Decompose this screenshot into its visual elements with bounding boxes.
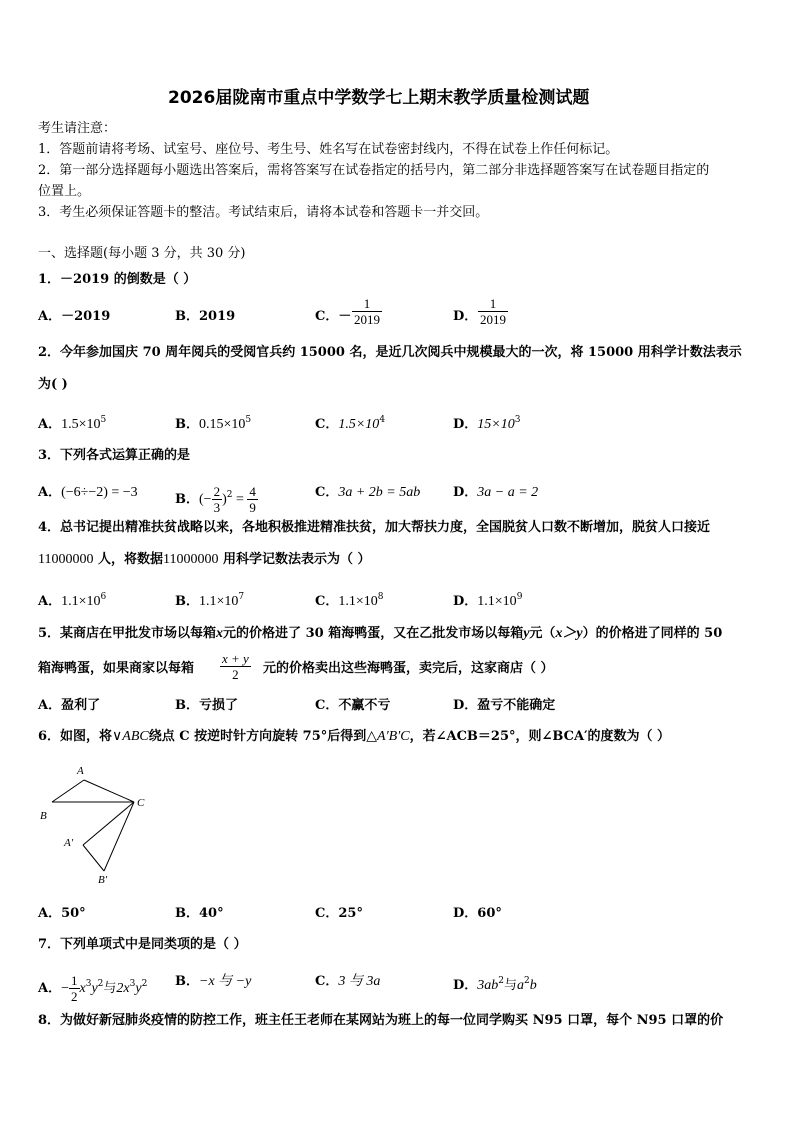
q2-stem-line2: 为( ) (38, 377, 68, 392)
q7-option-c: C．3 与 3a (315, 974, 381, 989)
rotation-figure (30, 755, 160, 890)
fraction-numerator: 1 (363, 296, 371, 311)
fraction-denominator: 2019 (480, 312, 506, 327)
q5-option-b: B．亏损了 (175, 698, 238, 713)
q7-stem: 7．下列单项式中是同类项的是（ ） (38, 937, 247, 952)
q2-option-c: C．$1.5\times 10^4$ (315, 415, 386, 432)
q4-stem-line1: 4．总书记提出精准扶贫战略以来，各地积极推进精准扶贫，加大帮扶力度，全国脱贫人口数不断增加，脱贫人口接近 (38, 520, 711, 535)
q1-option-c-label: C．－ (315, 309, 352, 324)
q3-stem: 3．下列各式运算正确的是 (38, 448, 191, 463)
q6-option-b: B．40° (175, 906, 224, 921)
q6-option-a: A．50° (38, 906, 86, 921)
q5-stem-line1: 5．某商店在甲批发市场以每箱x元的价格进了 30 箱海鸭蛋，又在乙批发市场以每箱y元（x＞y）的价格进了同样的 50 (38, 626, 723, 641)
q3-b-result-fraction: $\frac{4}{9}$ (249, 484, 256, 515)
q7-a-fraction: $\frac{1}{2}$ (71, 973, 78, 1004)
q5-price-fraction: $\frac{x + y}{2}$ (222, 651, 249, 682)
q4-option-d: D．$1.1\times 10^9$ (453, 592, 523, 609)
q1-stem: 1．－2019 的倒数是（ ） (38, 272, 197, 287)
fraction-denominator: 2019 (354, 312, 380, 327)
q5-stem-line2: 箱海鸭蛋，如果商家以每箱 (38, 661, 195, 676)
q3-option-c: C．3a + 2b = 5ab (315, 485, 421, 500)
q1-option-d-label: D． (453, 309, 478, 324)
q7-option-a: A．− $\frac{1}{2}$ $x^3y^2$与$2x^3y^2$ (38, 973, 148, 1004)
notice-item-2-cont: 位置上。 (38, 184, 91, 199)
q7-option-d: D．$3ab^2$与$a^2b$ (453, 976, 537, 993)
q4-option-a: A．$1.1\times 10^6$ (38, 592, 107, 609)
page-title: 2026届陇南市重点中学数学七上期末教学质量检测试题 (168, 88, 590, 108)
fraction-numerator: 1 (489, 296, 497, 311)
q3-option-d: D．3a − a = 2 (453, 485, 539, 500)
label-c: C (137, 797, 145, 809)
q3-option-b: B．(− $\frac{2}{3}$ )$^2$ = $\frac{4}{9}$ (175, 484, 256, 515)
q2-option-a: A．$1.5\times 10^5$ (38, 415, 107, 432)
q2-stem-line1: 2．今年参加国庆 70 周年阅兵的受阅官兵约 15000 名，是近几次阅兵中规模最大的一次，将 15000 用科学计数法表示 (38, 345, 742, 360)
q5-option-d: D．盈亏不能确定 (453, 698, 556, 713)
q7-option-b: B．−x 与 −y (175, 974, 252, 989)
q5-option-c: C．不赢不亏 (315, 698, 391, 713)
q4-option-c: C．$1.1\times 10^8$ (315, 592, 384, 609)
segment-a2b2 (83, 845, 104, 871)
q1-option-a: A．－2019 (38, 309, 111, 324)
q2-option-d: D．$15\times 10^3$ (453, 415, 521, 432)
q5-option-a: A．盈利了 (38, 698, 101, 713)
q2-option-b: B．$0.15\times 10^5$ (175, 415, 252, 432)
q1-option-d-fraction (478, 296, 508, 327)
q5-stem-line2-end: 元的价格卖出这些海鸭蛋，卖完后，这家商店（ ） (263, 661, 554, 676)
q3-option-a: A．(−6÷−2) = −3 (38, 485, 138, 500)
q3-b-fraction: $\frac{2}{3}$ (213, 484, 221, 515)
notice-item-1: 1．答题前请将考场、试室号、座位号、考生号、姓名写在试卷密封线内，不得在试卷上作任何标记。 (38, 142, 619, 157)
label-b: B (40, 810, 47, 822)
q4-stem-line2: 11000000 人，将数据11000000 用科学记数法表示为（ ） (38, 552, 371, 567)
q1-option-b: B．2019 (175, 309, 236, 324)
q6-option-d: D．60° (453, 906, 502, 921)
q1-option-c-fraction (352, 296, 382, 327)
q6-option-c: C．25° (315, 906, 363, 921)
segment-ac (84, 780, 134, 802)
label-a-prime: A′ (64, 837, 74, 849)
notice-item-3: 3．考生必须保证答题卡的整洁。考试结束后，请将本试卷和答题卡一并交回。 (38, 205, 489, 220)
notice-item-2: 2．第一部分选择题每小题选出答案后，需将答案写在试卷指定的括号内，第二部分非选择题答案写在试卷题目指定的 (38, 163, 710, 178)
segment-cb2 (104, 802, 134, 871)
label-a: A (77, 765, 84, 777)
notice-heading: 考生请注意： (38, 121, 117, 136)
section-heading: 一、选择题(每小题 3 分，共 30 分) (38, 246, 246, 261)
q6-stem: 6．如图，将∨ABC绕点 C 按逆时针方向旋转 75°后得到△A′B′C，若∠ACB＝25°，则∠BCA′的度数为（ ） (38, 729, 671, 744)
q8-stem: 8．为做好新冠肺炎疫情的防控工作，班主任王老师在某网站为班上的每一位同学购买 N95 口罩，每个 N95 口罩的价 (38, 1013, 724, 1028)
segment-ca2 (83, 802, 134, 845)
label-b-prime: B′ (98, 874, 108, 886)
segment-ba (52, 780, 84, 802)
q4-option-b: B．$1.1\times 10^7$ (175, 592, 245, 609)
